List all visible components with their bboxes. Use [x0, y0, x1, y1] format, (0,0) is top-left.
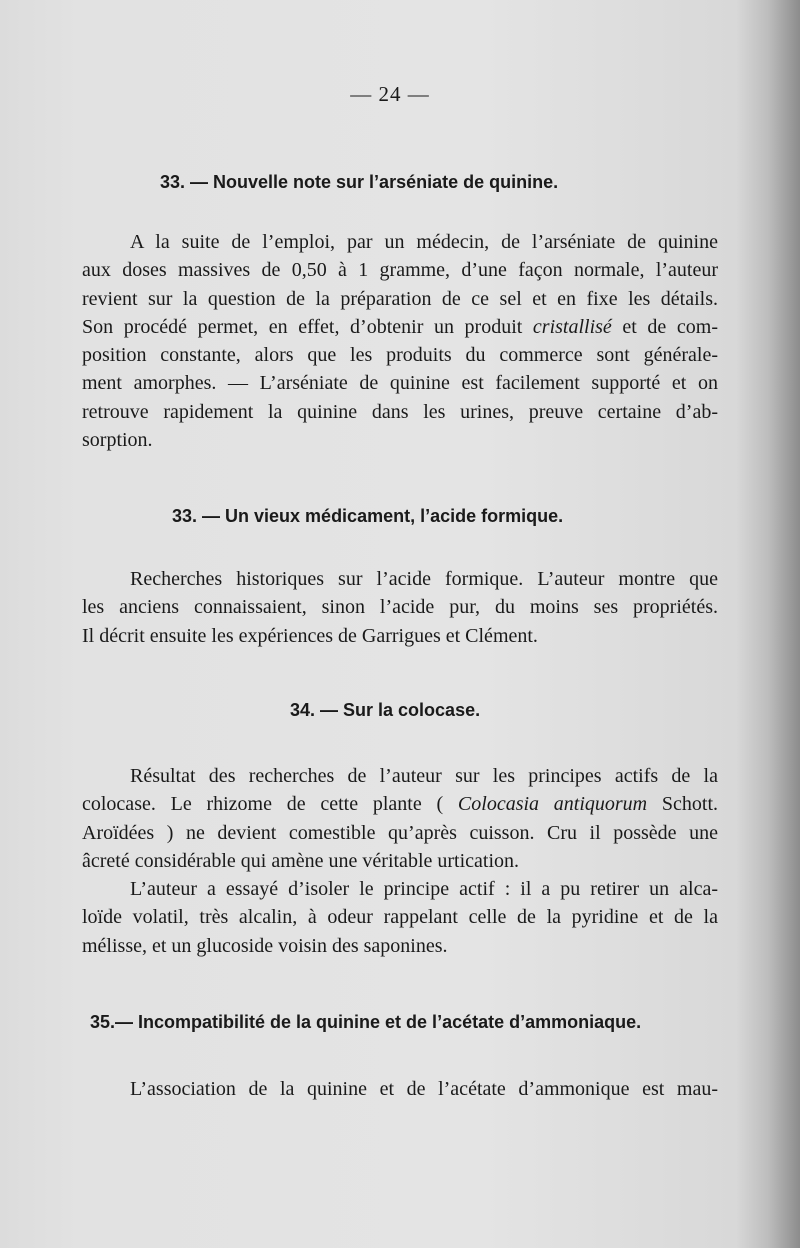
text-run: Son procédé permet, en effet, d’obtenir un produit — [82, 315, 523, 338]
text-line: ment amorphes. — L’arséniate de quinine est facilement supporté et on — [82, 372, 718, 395]
section-paragraph — [82, 1075, 718, 1103]
text-line: les anciens connaissaient, sinon l’acide pur, du moins ses propriétés. — [82, 596, 718, 619]
text-run: et de com- — [622, 315, 718, 338]
text-line: Il décrit ensuite les expériences de Garrigues et Clément. — [82, 624, 538, 647]
text-line — [82, 790, 718, 818]
text-line: Recherches historiques sur l’acide formique. L’auteur montre que — [130, 568, 718, 590]
section-heading: 35.— Incompatibilité de la quinine et de l’acétate d’ammoniaque. — [90, 1012, 642, 1032]
text-line: aux doses massives de 0,50 à 1 gramme, d’une façon normale, l’auteur — [82, 259, 718, 282]
text-run: Schott. — [661, 793, 719, 816]
text-line: A la suite de l’emploi, par un médecin, de l’arséniate de quinine — [130, 231, 718, 253]
text-line: L’auteur a essayé d’isoler le principe actif : il a pu retirer un alca- — [130, 878, 718, 901]
text-line: âcreté considérable qui amène une véritable urtication. — [82, 849, 520, 872]
section-paragraph — [82, 762, 718, 960]
text-line: revient sur la question de la préparation de ce sel et en fixe les détails. — [82, 287, 718, 310]
text-line: sorption. — [82, 429, 153, 452]
text-line: retrouve rapidement la quinine dans les urines, preuve certaine d’ab- — [82, 400, 718, 423]
text-line: mélisse, et un glucoside voisin des saponines. — [82, 934, 448, 957]
text-line: Aroïdées ) ne devient comestible qu’après cuisson. Cru il possède une — [82, 821, 718, 844]
section-heading: 33. — Un vieux médicament, l’acide formique. — [172, 506, 564, 526]
text-line: loïde volatil, très alcalin, à odeur rappelant celle de la pyridine et de la — [82, 906, 718, 929]
text-run: colocase. Le rhizome de cette plante ( — [82, 793, 444, 816]
text-line: L’association de la quinine et de l’acétate d’ammonique est mau- — [130, 1078, 718, 1100]
text-line — [82, 313, 718, 341]
section-paragraph — [82, 228, 718, 454]
page-number: — 24 — — [350, 82, 430, 106]
italic-term: cristallisé — [532, 315, 612, 338]
text-line: Résultat des recherches de l’auteur sur les principes actifs de la — [130, 765, 718, 787]
section-heading: 33. — Nouvelle note sur l’arséniate de quinine. — [160, 172, 559, 192]
section-heading: 34. — Sur la colocase. — [290, 700, 481, 720]
text-line: position constante, alors que les produits du commerce sont générale- — [82, 344, 718, 367]
section-paragraph — [82, 565, 718, 650]
italic-term: Colocasia antiquorum — [457, 793, 648, 816]
